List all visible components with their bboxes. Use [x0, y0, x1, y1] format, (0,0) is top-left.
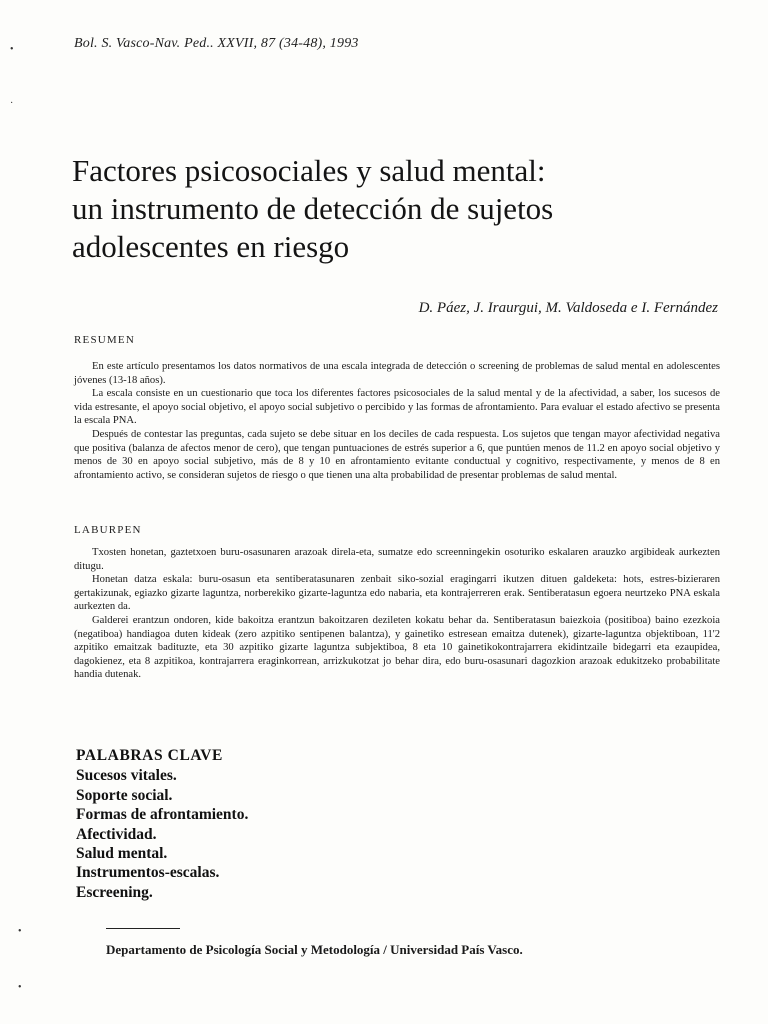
resumen-heading: RESUMEN: [74, 334, 135, 346]
scan-speck: ·: [10, 98, 14, 109]
scan-speck: •: [18, 926, 22, 937]
footnote-rule: [106, 928, 180, 929]
keyword-item: Salud mental.: [76, 845, 168, 863]
keyword-item: Formas de afrontamiento.: [76, 806, 249, 824]
journal-reference: Bol. S. Vasco-Nav. Ped.. XXVII, 87 (34-48), 1993: [74, 36, 359, 51]
abstract-paragraph: Txosten honetan, gaztetxoen buru-osasunaren arazoak direla-eta, sumatze edo screenningekin osoturiko eskalaren arauzko argibideak aurkezten ditugu.: [74, 547, 720, 572]
keyword-item: Soporte social.: [76, 786, 173, 804]
author-list: D. Páez, J. Iraurgui, M. Valdoseda e I. Fernández: [418, 300, 718, 316]
keywords-heading: PALABRAS CLAVE: [76, 747, 223, 764]
article-title: [72, 152, 712, 266]
keyword-item: Afectividad.: [76, 825, 157, 843]
author-affiliation: Departamento de Psicología Social y Metodología / Universidad País Vasco.: [106, 942, 523, 957]
title-line: adolescentes en riesgo: [72, 229, 350, 264]
keyword-item: Sucesos vitales.: [76, 767, 177, 785]
abstract-paragraph: Galderei erantzun ondoren, kide bakoitza erantzun bakoitzaren dezileten kokatu behar da. Sentiberatasun baiezkoia (positiboa) baino ezezkoia (negatiboa) handiagoa duten kideak (zero azpitiko sentipenen balantza), y gainetiko estresean emaitza dutenek), gizarte-laguntza objektiboan, 11'2 azpitiko emaitzak badituzte, eta 30 azpitiko gizarte laguntza subjektiboa, 8 eta 10 gainetikokontrajarrera ekidintzaile bidegarri eta ezaupidea, dagokienez, eta 8 azpitikoa, kontrajarrera eraginkorrean, arrizkukotzat jo behar dira, edo buru-osasunari dagozkion arazoak edukitzeko probabilitate handia dutenak.: [74, 614, 720, 681]
abstract-paragraph: La escala consiste en un cuestionario que toca los diferentes factores psicosociales de la salud mental y de la afectividad, a saber, los sucesos de vida estresante, el apoyo social objetivo, el apoyo social subjetivo o percibido y las formas de afrontamiento. Para evaluar el estado afectivo se presenta la escala PNA.: [74, 388, 720, 427]
resumen-abstract: [74, 360, 720, 482]
keyword-item: Escreening.: [76, 883, 153, 901]
laburpen-heading: LABURPEN: [74, 524, 142, 536]
title-line: un instrumento de detección de sujetos: [72, 191, 554, 226]
title-line: Factores psicosociales y salud mental:: [72, 153, 546, 188]
keyword-item: Instrumentos-escalas.: [76, 864, 220, 882]
scan-speck: •: [18, 982, 22, 993]
scan-speck: •: [10, 44, 14, 55]
laburpen-abstract: [74, 546, 720, 682]
abstract-paragraph: En este artículo presentamos los datos normativos de una escala integrada de detección o screening de problemas de salud mental en adolescentes jóvenes (13-18 años).: [74, 361, 720, 386]
keywords-block: [76, 746, 248, 902]
abstract-paragraph: Después de contestar las preguntas, cada sujeto se debe situar en los deciles de cada respuesta. Los sujetos que tengan mayor afectividad negativa que positiva (balanza de afectos menor de cero), que tengan puntuaciones de estrés superior a 6, que puntúen menos de 11.2 en apoyo social objetivo y menos de 30 en apoyo social subjetivo, más de 8 y 10 en afrontamiento evitante conductual y cognitivo, respectivamente, y menos de 8 en afrontamiento activo, se consideran sujetos de riesgo o que tienen una alta probabilidad de presentar problemas de salud mental.: [74, 428, 720, 481]
abstract-paragraph: Honetan datza eskala: buru-osasun eta sentiberatasunaren zenbait siko-sozial eragingarri ikutzen dituen galdeketa: hots, estres-bizieraren gertakizunak, egiazko gizarte laguntza, norberekiko gizarte-laguntza edo nabaria, eta kontrajerreren erak. Sentiberatasun egoera neurtzeko PNA eskala aurkezten da.: [74, 574, 720, 613]
